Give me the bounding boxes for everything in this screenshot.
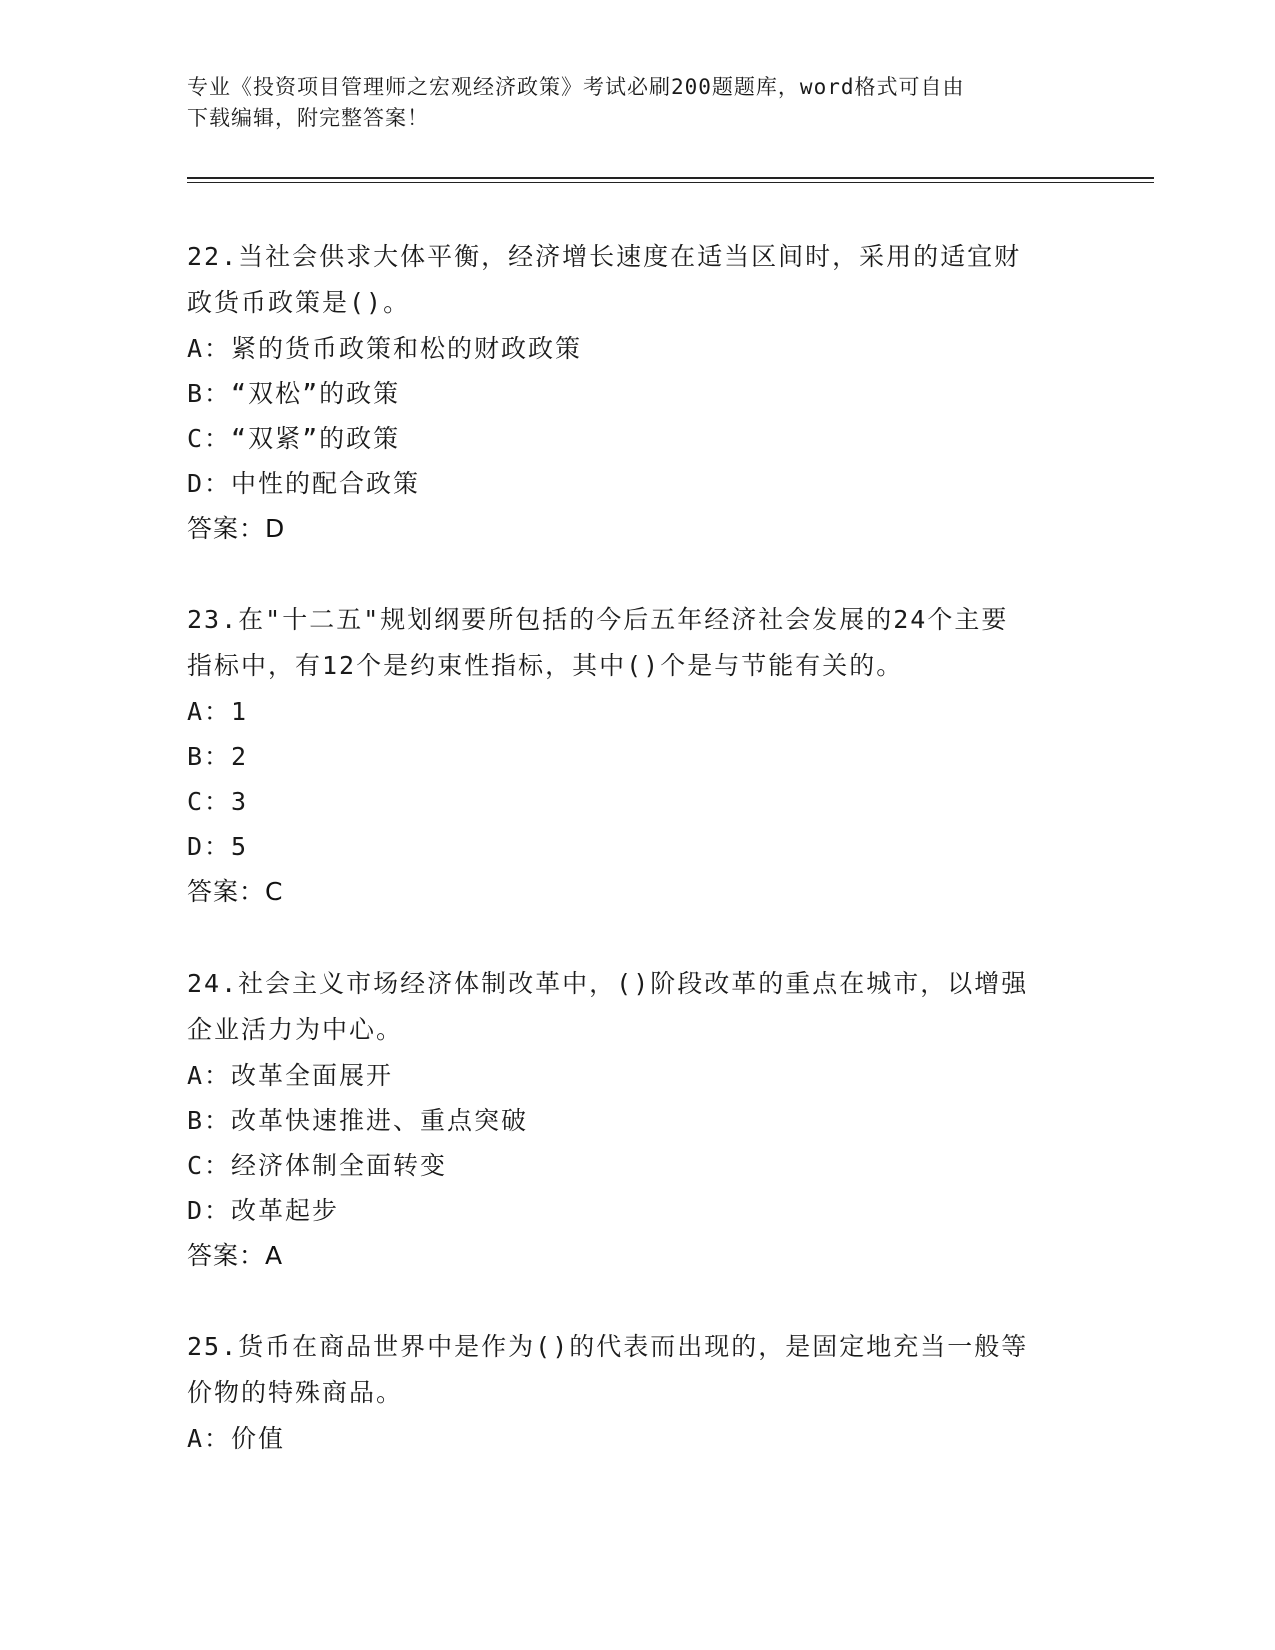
option-c: C：“双紧”的政策 bbox=[187, 424, 401, 453]
option-c: C：3 bbox=[187, 787, 249, 816]
question-22 bbox=[187, 234, 1087, 552]
option-a: A：价值 bbox=[187, 1424, 286, 1453]
question-stem-line: 23.在"十二五"规划纲要所包括的今后五年经济社会发展的24个主要 bbox=[187, 605, 1009, 634]
option-b: B：改革快速推进、重点突破 bbox=[187, 1106, 529, 1135]
option-a: A：紧的货币政策和松的财政政策 bbox=[187, 334, 583, 363]
option-d: D：5 bbox=[187, 832, 249, 861]
answer-text: 答案：D bbox=[187, 514, 286, 543]
header-divider-thick bbox=[187, 177, 1154, 179]
question-stem-line: 25.货币在商品世界中是作为()的代表而出现的，是固定地充当一般等 bbox=[187, 1332, 1029, 1361]
question-stem-line: 22.当社会供求大体平衡，经济增长速度在适当区间时，采用的适宜财 bbox=[187, 242, 1022, 271]
question-stem-line: 企业活力为中心。 bbox=[187, 1015, 404, 1044]
option-a: A：改革全面展开 bbox=[187, 1061, 394, 1090]
answer-text: 答案：A bbox=[187, 1241, 284, 1270]
option-a: A：1 bbox=[187, 697, 249, 726]
header-line-1: 专业《投资项目管理师之宏观经济政策》考试必刷200题题库，word格式可自由 bbox=[187, 75, 965, 99]
option-d: D：改革起步 bbox=[187, 1196, 340, 1225]
option-b: B：“双松”的政策 bbox=[187, 379, 401, 408]
question-stem-line: 指标中，有12个是约束性指标，其中()个是与节能有关的。 bbox=[187, 651, 904, 680]
option-d: D：中性的配合政策 bbox=[187, 469, 421, 498]
option-b: B：2 bbox=[187, 742, 249, 771]
question-stem-line: 价物的特殊商品。 bbox=[187, 1378, 404, 1407]
question-stem-line: 政货币政策是()。 bbox=[187, 288, 411, 317]
header-line-2: 下载编辑，附完整答案！ bbox=[187, 106, 429, 130]
option-c: C：经济体制全面转变 bbox=[187, 1151, 448, 1180]
question-25 bbox=[187, 1324, 1087, 1461]
question-24 bbox=[187, 961, 1087, 1279]
question-stem-line: 24.社会主义市场经济体制改革中，()阶段改革的重点在城市，以增强 bbox=[187, 969, 1029, 998]
header-divider-thin bbox=[187, 182, 1154, 183]
answer-text: 答案：C bbox=[187, 877, 284, 906]
question-23 bbox=[187, 597, 1087, 915]
document-header bbox=[187, 72, 1087, 134]
